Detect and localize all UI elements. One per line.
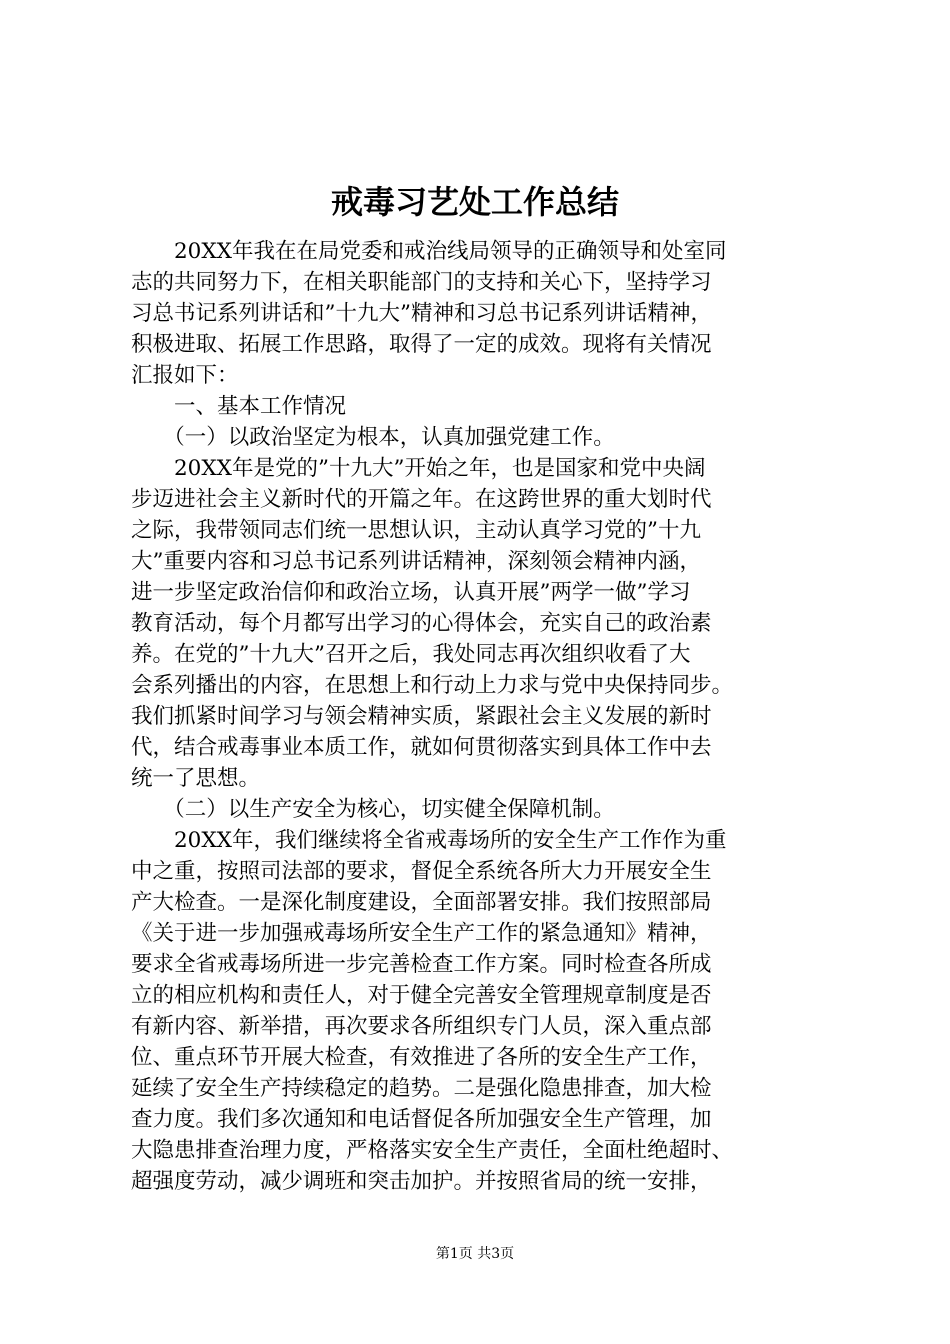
- body-text-line: 有新内容、新举措，再次要求各所组织专门人员，深入重点部: [131, 1014, 712, 1039]
- body-text-line: 习总书记系列讲话和”十九大”精神和习总书记系列讲话精神，: [131, 301, 712, 326]
- body-text-line: 会系列播出的内容，在思想上和行动上力求与党中央保持同步。: [131, 673, 734, 698]
- body-text-line: 《关于进一步加强戒毒场所安全生产工作的紧急通知》精神，: [131, 921, 712, 946]
- body-text-line: （二）以生产安全为核心，切实健全保障机制。: [131, 797, 615, 822]
- body-text-line: 20XX年我在在局党委和戒治线局领导的正确领导和处室同: [131, 239, 727, 264]
- document-body: [131, 236, 831, 1197]
- body-text-line: 之际，我带领同志们统一思想认识，主动认真学习党的”十九: [131, 518, 701, 543]
- body-text-line: 教育活动，每个月都写出学习的心得体会，充实自己的政治素: [131, 611, 712, 636]
- body-text-line: 要求全省戒毒场所进一步完善检查工作方案。同时检查各所成: [131, 952, 712, 977]
- body-text-line: 步迈进社会主义新时代的开篇之年。在这跨世界的重大划时代: [131, 487, 712, 512]
- body-text-line: 延续了安全生产持续稳定的趋势。二是强化隐患排查，加大检: [131, 1076, 712, 1101]
- body-text-line: 一、基本工作情况: [131, 394, 347, 419]
- body-text-line: 中之重，按照司法部的要求，督促全系统各所大力开展安全生: [131, 859, 712, 884]
- body-text-line: 超强度劳动，减少调班和突击加护。并按照省局的统一安排，: [131, 1169, 712, 1194]
- body-text-line: 统一了思想。: [131, 766, 261, 791]
- body-text-line: 大”重要内容和习总书记系列讲话精神，深刻领会精神内涵，: [131, 549, 701, 574]
- document-title: 戒毒习艺处工作总结: [330, 183, 619, 221]
- body-text-line: （一）以政治坚定为根本，认真加强党建工作。: [131, 425, 615, 450]
- body-text-line: 我们抓紧时间学习与领会精神实质，紧跟社会主义发展的新时: [131, 704, 712, 729]
- body-text-line: 20XX年，我们继续将全省戒毒场所的安全生产工作作为重: [131, 828, 727, 853]
- body-text-line: 志的共同努力下，在相关职能部门的支持和关心下，坚持学习: [131, 270, 712, 295]
- body-text-line: 代，结合戒毒事业本质工作，就如何贯彻落实到具体工作中去: [131, 735, 712, 760]
- body-text-line: 积极进取、拓展工作思路，取得了一定的成效。现将有关情况: [131, 332, 712, 357]
- page-footer: 第1页 共3页: [435, 1246, 515, 1262]
- body-text-line: 汇报如下：: [131, 363, 239, 388]
- body-text-line: 立的相应机构和责任人，对于健全完善安全管理规章制度是否: [131, 983, 712, 1008]
- body-text-line: 产大检查。一是深化制度建设，全面部署安排。我们按照部局: [131, 890, 712, 915]
- body-text-line: 位、重点环节开展大检查，有效推进了各所的安全生产工作，: [131, 1045, 712, 1070]
- body-text-line: 进一步坚定政治信仰和政治立场，认真开展”两学一做”学习: [131, 580, 691, 605]
- body-text-line: 大隐患排查治理力度，严格落实安全生产责任，全面杜绝超时、: [131, 1138, 734, 1163]
- body-text-line: 养。在党的”十九大”召开之后，我处同志再次组织收看了大: [131, 642, 691, 667]
- body-text-line: 20XX年是党的”十九大”开始之年，也是国家和党中央阔: [131, 456, 706, 481]
- body-text-line: 查力度。我们多次通知和电话督促各所加强安全生产管理，加: [131, 1107, 712, 1132]
